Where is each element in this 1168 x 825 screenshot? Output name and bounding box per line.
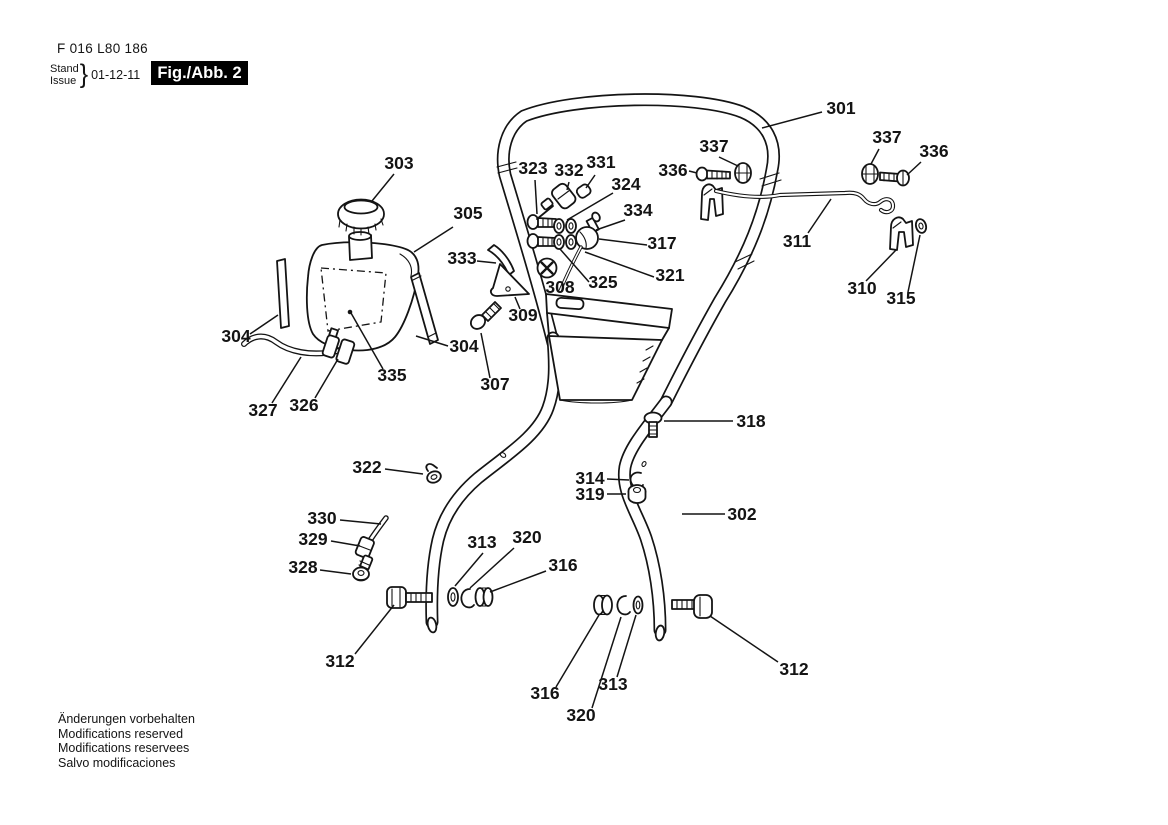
part-number-332: 332 [554, 160, 584, 180]
part-number-307: 307 [480, 374, 510, 394]
part-number-326: 326 [289, 395, 319, 415]
leader-line-317 [599, 239, 647, 245]
footer-line-de: Änderungen vorbehalten [58, 712, 195, 726]
lower-handle-right-leg [624, 402, 666, 641]
leader-line-312-right [710, 616, 778, 662]
cap-nut-316-upper [476, 588, 493, 606]
washer-313-upper [448, 588, 458, 606]
part-number-337-right: 337 [872, 127, 902, 147]
screw-row1 [528, 215, 557, 229]
leader-line-337-left [719, 157, 738, 166]
figure-number-label: Fig./Abb. 2 [157, 63, 242, 82]
part-number-314: 314 [575, 468, 605, 488]
part-number-336-left: 336 [658, 160, 688, 180]
part-number-317: 317 [647, 233, 677, 253]
part-number-330: 330 [307, 508, 337, 528]
leader-line-310 [866, 250, 896, 281]
phillips-screw [538, 259, 557, 278]
nut-328 [353, 568, 369, 581]
part-number-312-left: 312 [325, 651, 355, 671]
part-number-336-right: 336 [919, 141, 949, 161]
leader-line-316-lower [556, 615, 599, 687]
leader-line-331 [586, 175, 595, 188]
part-number-324: 324 [611, 174, 641, 194]
issue-label: Issue [50, 74, 77, 87]
nut-337-right [862, 164, 878, 184]
leader-line-328 [320, 570, 351, 574]
leader-line-307 [481, 333, 490, 378]
part-number-325: 325 [588, 272, 618, 292]
leader-line-314 [607, 479, 629, 480]
part-number-334: 334 [623, 200, 653, 220]
part-number-305: 305 [453, 203, 483, 223]
part-number-327: 327 [248, 400, 278, 420]
leader-line-320-upper [470, 548, 514, 588]
screw-angled [468, 302, 501, 332]
part-number-333: 333 [447, 248, 477, 268]
issue-date: 01-12-11 [91, 67, 141, 82]
part-number-301: 301 [826, 98, 856, 118]
nut-319 [629, 485, 646, 503]
tank-filler-neck [349, 232, 372, 260]
screw-312-right [672, 595, 712, 618]
leader-line-316-upper [490, 571, 546, 592]
part-number-315: 315 [886, 288, 916, 308]
part-number-308: 308 [545, 277, 575, 297]
part-number-310: 310 [847, 278, 877, 298]
cable-nipple-329 [355, 536, 375, 570]
part-number-313-lower: 313 [598, 674, 628, 694]
clip-322 [426, 464, 443, 485]
tank-cap [338, 200, 384, 236]
leader-line-336-left [689, 171, 697, 173]
part-number-316-upper: 316 [548, 555, 578, 575]
protective-strip-left [277, 259, 289, 328]
screw-336-right [880, 171, 909, 186]
cable-330 [369, 518, 386, 542]
part-number-312-right: 312 [779, 659, 809, 679]
part-number-337-left: 337 [699, 136, 729, 156]
part-number-321: 321 [655, 265, 685, 285]
leader-line-313-lower [617, 615, 636, 677]
washer-313-lower [634, 597, 643, 614]
screw-row2 [528, 234, 557, 248]
part-number-309: 309 [508, 305, 538, 325]
leader-line-304-left [250, 315, 278, 334]
leader-line-330 [340, 520, 381, 524]
leader-line-320-lower [592, 617, 621, 708]
part-number-316-lower: 316 [530, 683, 560, 703]
leader-line-303 [372, 174, 394, 201]
washer-pair-lower [554, 235, 576, 249]
leader-line-334 [596, 220, 625, 230]
end-cap [575, 183, 592, 199]
footer-line-fr: Modifications reservees [58, 741, 190, 755]
leader-line-326 [315, 359, 338, 398]
clip-320-upper [461, 589, 474, 607]
leader-line-301 [762, 112, 822, 128]
part-number-311: 311 [782, 231, 812, 251]
part-number-328: 328 [288, 557, 318, 577]
leader-line-329 [331, 541, 360, 546]
cap-nut-316-lower [594, 596, 612, 615]
leader-line-311 [808, 199, 831, 233]
part-number-322: 322 [352, 457, 382, 477]
stand-label: Stand [50, 62, 79, 75]
part-number-304-left: 304 [221, 326, 251, 346]
footer-line-es: Salvo modificaciones [58, 755, 176, 770]
cable-clamp-right [890, 217, 913, 250]
part-number-313-upper: 313 [467, 532, 497, 552]
washer-pair-upper [554, 219, 576, 233]
part-number-323: 323 [518, 158, 548, 178]
part-number-331: 331 [586, 152, 616, 172]
handle-console-panel [546, 294, 672, 403]
part-number-320-upper: 320 [512, 527, 542, 547]
leader-line-337-right [871, 149, 879, 164]
footer-line-en: Modifications reserved [58, 726, 184, 741]
part-number-302: 302 [727, 504, 757, 524]
washer-315 [914, 218, 927, 234]
leader-line-322 [385, 469, 423, 474]
leader-line-313-upper [455, 553, 483, 586]
clip-320-lower [617, 596, 630, 614]
leader-line-333 [477, 261, 496, 263]
screw-336-left [697, 168, 731, 181]
footer-notes [58, 712, 195, 770]
part-number-335: 335 [377, 365, 407, 385]
control-rod [716, 191, 893, 212]
part-number-319: 319 [575, 484, 605, 504]
part-number-304-right: 304 [449, 336, 479, 356]
part-number-318: 318 [736, 411, 766, 431]
protective-strip-right [411, 273, 438, 344]
document-number: F 016 L80 186 [57, 41, 148, 56]
trigger-lever [537, 182, 577, 219]
leader-line-312-left [355, 605, 394, 654]
brace-glyph: } [79, 59, 89, 89]
part-number-329: 329 [298, 529, 328, 549]
part-number-303: 303 [384, 153, 414, 173]
part-number-320-lower: 320 [566, 705, 596, 725]
leader-line-323 [535, 180, 537, 214]
leader-line-336-right [907, 162, 921, 175]
